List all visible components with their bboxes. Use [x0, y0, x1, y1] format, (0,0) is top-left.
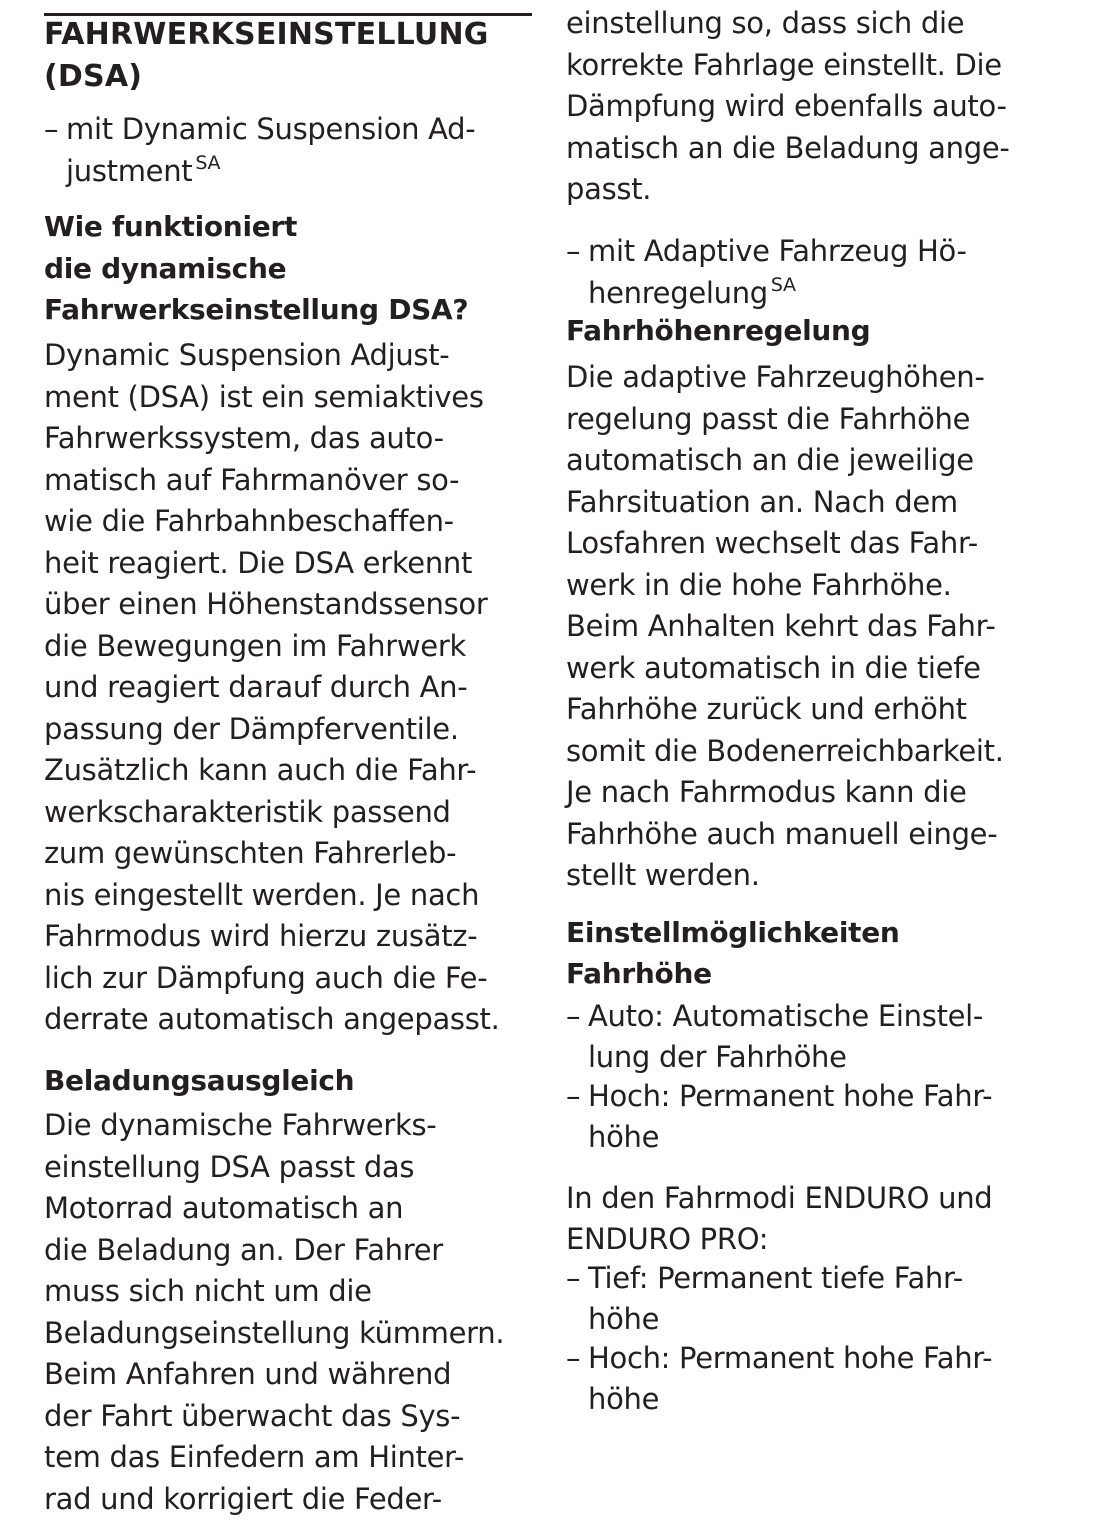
section-heading-ride-height: Fahrhöhenregelung	[566, 314, 871, 347]
variant-text: mit Adaptive Fahrzeug Hö-	[588, 234, 967, 268]
section-heading-how-3: Fahrwerkseinstellung DSA?	[44, 293, 469, 326]
sa-superscript: SA	[770, 274, 796, 296]
option-text: Tief: Permanent tiefe Fahr-	[588, 1261, 963, 1295]
paragraph-line: somit die Bodenerreichbarkeit.	[566, 733, 1004, 768]
paragraph-line: Dämpfung wird ebenfalls auto-	[566, 89, 1007, 123]
dash-bullet: –	[566, 1261, 581, 1295]
paragraph-line: Zusätzlich kann auch die Fahr-	[44, 753, 477, 787]
section-heading-settings: Einstellmöglichkeiten	[566, 916, 900, 949]
paragraph-line: tem das Einfedern am Hinter-	[44, 1440, 465, 1474]
paragraph-line: der Fahrt überwacht das Sys-	[44, 1398, 461, 1433]
dash-bullet: –	[566, 999, 581, 1033]
paragraph-line: matisch an die Beladung ange-	[566, 130, 1010, 165]
paragraph-line: passung der Dämpferventile.	[44, 711, 459, 746]
paragraph-line: Je nach Fahrmodus kann die	[566, 775, 967, 809]
sa-superscript: SA	[195, 152, 221, 174]
paragraph-line: heit reagiert. Die DSA erkennt	[44, 545, 473, 580]
paragraph-line: ment (DSA) ist ein semiaktives	[44, 379, 484, 414]
paragraph-line: Fahrhöhe auch manuell einge-	[566, 816, 998, 851]
option-text: höhe	[588, 1382, 660, 1416]
dash-bullet: –	[566, 1079, 581, 1113]
paragraph-line: Fahrsituation an. Nach dem	[566, 484, 958, 519]
paragraph-line: Die dynamische Fahrwerks-	[44, 1108, 437, 1142]
paragraph-line: und reagiert darauf durch An-	[44, 670, 468, 704]
option-text: Hoch: Permanent hohe Fahr-	[588, 1341, 993, 1375]
option-text: höhe	[588, 1302, 660, 1336]
variant-text-2: justment $^{SA}$	[66, 152, 221, 188]
option-text: Hoch: Permanent hohe Fahr-	[588, 1079, 993, 1113]
option-text: Auto: Automatische Einstel-	[588, 999, 984, 1033]
enduro-intro-text: In den Fahrmodi ENDURO und	[566, 1181, 993, 1215]
paragraph-line: werkscharakteristik passend	[44, 794, 451, 829]
option-text: höhe	[588, 1120, 660, 1154]
paragraph-line: Beim Anfahren und während	[44, 1357, 452, 1391]
paragraph-line: einstellung DSA passt das	[44, 1149, 415, 1184]
paragraph-line: über einen Höhenstandssensor	[44, 587, 488, 621]
dash-bullet: –	[566, 234, 581, 268]
section-heading-load: Beladungsausgleich	[44, 1064, 355, 1097]
paragraph-line: matisch auf Fahrmanöver so-	[44, 462, 460, 497]
section-heading-settings-2: Fahrhöhe	[566, 957, 712, 990]
paragraph-line: Die adaptive Fahrzeughöhen-	[566, 360, 985, 394]
paragraph-line: werk automatisch in die tiefe	[566, 650, 981, 685]
paragraph-line: Fahrmodus wird hierzu zusätz-	[44, 919, 478, 953]
paragraph-line: rad und korrigiert die Feder-	[44, 1481, 442, 1516]
page-title-line-2: (DSA)	[44, 59, 143, 94]
paragraph-line: lich zur Dämpfung auch die Fe-	[44, 960, 488, 995]
paragraph-line: automatisch an die jeweilige	[566, 443, 974, 477]
title-rule	[44, 13, 532, 16]
paragraph-line: Losfahren wechselt das Fahr-	[566, 526, 978, 560]
paragraph-line: passt.	[566, 172, 652, 206]
paragraph-line: Dynamic Suspension Adjust-	[44, 338, 450, 372]
paragraph-line: einstellung so, dass sich die	[566, 6, 965, 40]
paragraph-line: die Beladung an. Der Fahrer	[44, 1232, 443, 1267]
paragraph-line: korrekte Fahrlage einstellt. Die	[566, 47, 1002, 82]
paragraph-line: Fahrhöhe zurück und erhöht	[566, 692, 967, 726]
paragraph-line: regelung passt die Fahrhöhe	[566, 401, 971, 436]
paragraph-line: derrate automatisch angepasst.	[44, 1002, 500, 1036]
section-heading-how-2: die dynamische	[44, 252, 287, 285]
option-text: lung der Fahrhöhe	[588, 1040, 847, 1074]
paragraph-line: nis eingestellt werden. Je nach	[44, 877, 480, 912]
paragraph-line: werk in die hohe Fahrhöhe.	[566, 567, 952, 602]
paragraph-line: wie die Fahrbahnbeschaffen-	[44, 504, 454, 538]
paragraph-line: Beim Anhalten kehrt das Fahr-	[566, 609, 996, 643]
paragraph-line: zum gewünschten Fahrerleb-	[44, 836, 457, 870]
paragraph-line: die Bewegungen im Fahrwerk	[44, 628, 466, 663]
paragraph-line: stellt werden.	[566, 858, 760, 892]
paragraph-line: muss sich nicht um die	[44, 1274, 372, 1308]
paragraph-line: Fahrwerkssystem, das auto-	[44, 421, 444, 455]
paragraph-line: Motorrad automatisch an	[44, 1191, 404, 1225]
dash-bullet: –	[44, 112, 59, 146]
section-heading-how: Wie funktioniert	[44, 210, 298, 243]
paragraph-line: Beladungseinstellung kümmern.	[44, 1315, 505, 1350]
page-title: FAHRWERKSEINSTELLUNG	[44, 17, 489, 52]
variant-text: mit Dynamic Suspension Ad-	[66, 112, 476, 146]
variant-text-2: henregelung $^{SA}$	[588, 274, 796, 310]
enduro-intro-text: ENDURO PRO:	[566, 1222, 769, 1256]
dash-bullet: –	[566, 1341, 581, 1375]
